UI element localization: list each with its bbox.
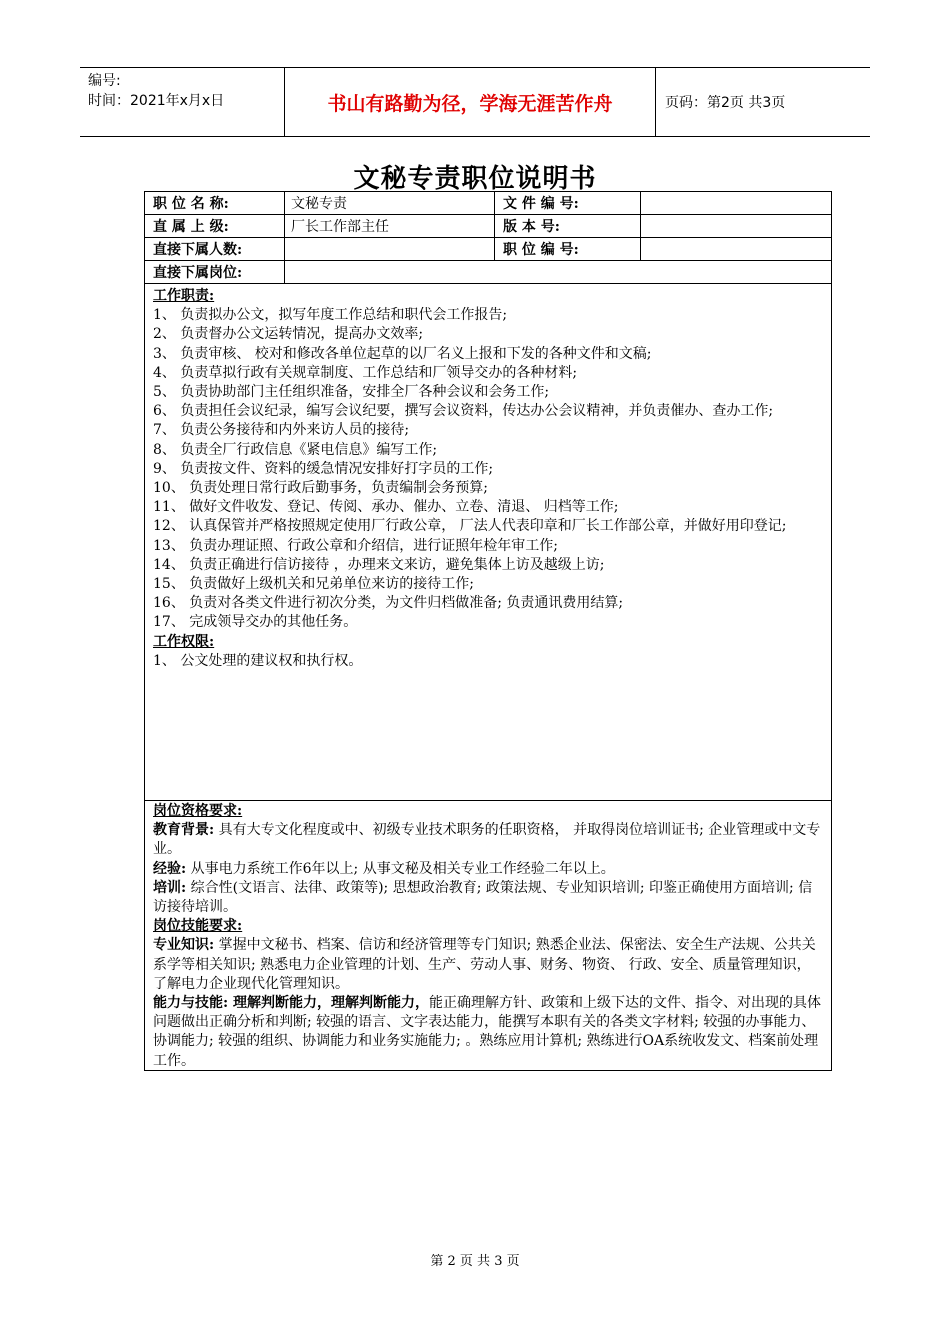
duty-item: 9、 负责按文件、资料的缓急情况安排好打字员的工作; [153,460,494,477]
document-time-label: 时间：2021年x月x日 [88,93,225,109]
header-motto: 书山有路勤为径，学海无涯苦作舟 [284,68,656,136]
duty-item: 4、 负责草拟行政有关规章制度、工作总结和厂领导交办的各种材料; [153,364,578,381]
authority-item: 1、 公文处理的建议权和执行权。 [153,652,363,669]
info-row-subordinates [145,238,831,261]
document-number-label: 编号: [88,73,121,89]
duty-item: 3、 负责审核、 校对和修改各单位起草的以厂名义上报和下发的各种文件和文稿; [153,345,652,362]
duty-item: 14、 负责正确进行信访接待 ，办理来文来访，避免集体上访及越级上访; [153,556,605,573]
duties-section [145,287,831,671]
duty-item: 8、 负责全厂行政信息《紧电信息》编写工作; [153,441,438,458]
experience-text: 从事电力系统工作6年以上; 从事文秘及相关专业工作经验二年以上。 [186,860,615,877]
authority-heading: 工作权限: [153,633,215,650]
duty-item: 15、 负责做好上级机关和兄弟单位来访的接待工作; [153,576,474,593]
header-page-number: 页码：第2页 共3页 [665,95,786,111]
subordinate-posts-value [284,261,831,283]
duty-item: 2、 负责督办公文运转情况，提高办文效率; [153,326,424,343]
info-row-position-name [145,192,831,215]
ability-paragraph [153,994,823,1071]
duties-heading: 工作职责: [153,288,215,304]
subordinate-count-value [284,238,494,260]
subordinate-posts-label: 直接下属岗位: [153,265,243,281]
superior-label: 直 属 上 级: [153,219,229,235]
duty-item: 12、 认真保管并严格按照规定使用厂行政公章， 厂法人代表印章和厂长工作部公章，并做好用印登记; [153,518,787,535]
duty-item: 11、 做好文件收发、登记、传阅、承办、催办、立卷、清退、 归档等工作; [153,499,619,516]
education-paragraph [153,821,823,859]
document-title: 文秘专责职位说明书 [353,164,597,194]
knowledge-label: 专业知识: [153,937,215,954]
job-description-table [144,191,832,1071]
version-label: 版 本 号: [494,215,640,237]
duty-item: 13、 负责办理证照、行政公章和介绍信，进行证照年检年审工作; [153,537,558,554]
duty-item: 7、 负责公务接待和内外来访人员的接待; [153,422,410,439]
qualification-heading: 岗位资格要求: [153,803,243,819]
ability-label: 能力与技能: 理解判断能力，理解判断能力， [153,995,430,1012]
position-name-label: 职 位 名 称: [153,196,229,212]
requirements-section [145,802,831,1071]
position-name-value: 文秘专责 [284,192,494,214]
training-label: 培训: [153,879,187,896]
education-text: 具有大专文化程度或中、初级专业技术职务的任职资格， 并取得岗位培训证书; 企业管理或中文专业。 [153,822,821,858]
duty-item: 5、 负责协助部门主任组织准备，安排全厂各种会议和会务工作; [153,384,550,401]
ability-text: 能正确理解方针、政策和上级下达的文件、指令、对出现的具体问题做出正确分析和判断; 较强的语言、文字表达能力，能撰写本职有关的各类文字材料; 较强的办事能力、协调能力; 较强的组织、协调能力和业务实施能力; 。熟练应用计算机; 熟练进行OA系统收发文、档案前处理工作。 [153,995,822,1069]
education-label: 教育背景: [153,822,215,839]
position-number-value [640,238,831,260]
superior-value: 厂长工作部主任 [284,215,494,237]
duty-item: 17、 完成领导交办的其他任务。 [153,614,358,631]
info-row-superior [145,215,831,238]
section-divider [145,800,831,801]
experience-paragraph [153,860,823,879]
duty-item: 6、 负责担任会议纪录，编写会议纪要，撰写会议资料，传达办公会议精神，并负责催办、查办工作; [153,403,774,420]
version-value [640,215,831,237]
training-paragraph [153,879,823,917]
knowledge-text: 掌握中文秘书、档案、信访和经济管理等专门知识; 熟悉企业法、保密法、安全生产法规、公共关系学等相关知识; 熟悉电力企业管理的计划、生产、劳动人事、财务、物资、 行政、安全、质量管理知识，了解电力企业现代化管理知识。 [153,937,816,992]
file-number-value [640,192,831,214]
file-number-label: 文 件 编 号: [494,192,640,214]
info-row-subordinate-posts [145,261,831,284]
subordinate-count-label: 直接下属人数: [153,242,243,258]
page-footer: 第 2 页 共 3 页 [430,1254,520,1269]
knowledge-paragraph [153,936,823,994]
experience-label: 经验: [153,860,187,877]
duty-item: 10、 负责处理日常行政后勤事务，负责编制会务预算; [153,480,488,497]
duty-item: 1、 负责拟办公文，拟写年度工作总结和职代会工作报告; [153,307,508,324]
training-text: 综合性(文语言、法律、政策等); 思想政治教育; 政策法规、专业知识培训; 印鉴正确使用方面培训; 信访接待培训。 [153,879,813,916]
position-number-label: 职 位 编 号: [494,238,640,260]
skills-heading: 岗位技能要求: [153,918,243,935]
duty-item: 16、 负责对各类文件进行初次分类，为文件归档做准备; 负责通讯费用结算; [153,595,624,612]
page-header [80,67,870,137]
header-meta [80,68,284,136]
